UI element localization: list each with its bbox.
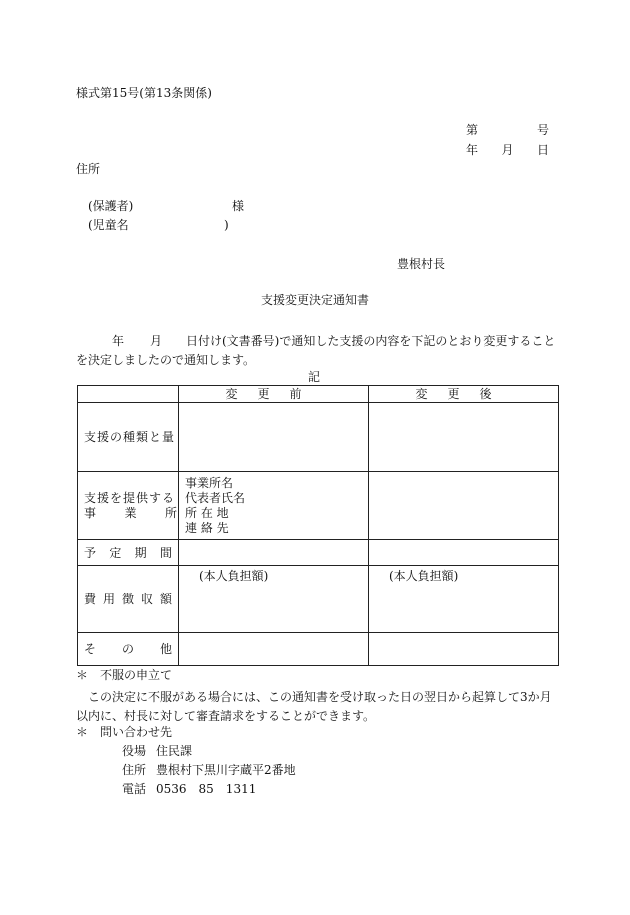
- cell-provider-before[interactable]: [179, 472, 369, 540]
- body-text: 日付け(文書番号)で通知した支援の内容を下記のとおり変更することを決定しましたので通知します。: [76, 334, 556, 367]
- date-year: 年: [466, 143, 479, 157]
- body-month: 月: [150, 334, 163, 348]
- row-label-fee: 費 用 徴 収 額: [78, 566, 179, 633]
- table-header-row: [78, 386, 559, 403]
- cell-other-before[interactable]: [179, 633, 369, 666]
- ki-mark: 記: [308, 370, 321, 384]
- appeal-heading: ＊ 不服の申立て: [76, 668, 173, 682]
- guardian-label: (保護者): [88, 199, 134, 213]
- document-number: [466, 124, 549, 136]
- provider-field-location: 所 在 地: [185, 505, 229, 520]
- cell-support-type-before[interactable]: [179, 403, 369, 472]
- child-label: (児童名: [88, 218, 129, 232]
- form-number: 様式第15号(第13条関係): [76, 86, 212, 100]
- appeal-text: この決定に不服がある場合には、この通知書を受け取った日の翌日から起算して3か月以内に、村長に対して審査請求をすることができます。: [76, 690, 552, 723]
- table-row: [78, 566, 559, 633]
- provider-line2: 事 業 所: [84, 506, 178, 520]
- body-year: 年: [112, 334, 125, 348]
- header-before: 変更前: [179, 386, 369, 403]
- child-label-close: ): [224, 218, 229, 232]
- table-row: [78, 633, 559, 666]
- table-row: [78, 540, 559, 566]
- cell-fee-before[interactable]: (本人負担額): [179, 566, 369, 633]
- date-month: 月: [501, 143, 514, 157]
- document-title: 支援変更決定通知書: [260, 293, 369, 307]
- date-day: 日: [536, 143, 549, 157]
- row-label-support-type: 支援の種類と量: [78, 403, 179, 472]
- address-label: 住所: [76, 162, 101, 176]
- cell-period-before[interactable]: [179, 540, 369, 566]
- table-row: [78, 403, 559, 472]
- document-date: [466, 144, 549, 156]
- cell-period-after[interactable]: [369, 540, 559, 566]
- cell-fee-after[interactable]: (本人負担額): [369, 566, 559, 633]
- doc-no-prefix: 第: [466, 123, 479, 137]
- cell-other-after[interactable]: [369, 633, 559, 666]
- provider-field-rep: 代表者氏名: [185, 490, 246, 505]
- table-row: [78, 472, 559, 540]
- provider-line1: 支援を提供する: [84, 491, 176, 505]
- header-blank: [78, 386, 179, 403]
- header-after: 変更後: [369, 386, 559, 403]
- contact-heading: ＊ 問い合わせ先: [76, 725, 173, 739]
- row-label-period: 予 定 期 間: [78, 540, 179, 566]
- provider-field-name: 事業所名: [185, 475, 234, 490]
- sender-name: 豊根村長: [397, 257, 446, 271]
- row-label-other: そ の 他: [78, 633, 179, 666]
- contact-phone: 電話 0536 85 1311: [122, 782, 257, 796]
- contact-office: 役場 住民課: [122, 744, 193, 758]
- cell-support-type-after[interactable]: [369, 403, 559, 472]
- provider-field-contact: 連 絡 先: [185, 520, 229, 535]
- row-label-provider: [78, 472, 179, 540]
- cell-provider-after[interactable]: [369, 472, 559, 540]
- honorific: 様: [232, 199, 245, 213]
- contact-address: 住所 豊根村下黒川字蔵平2番地: [122, 763, 296, 777]
- change-table: [77, 385, 559, 666]
- doc-no-suffix: 号: [536, 123, 549, 137]
- body-paragraph: [76, 332, 556, 370]
